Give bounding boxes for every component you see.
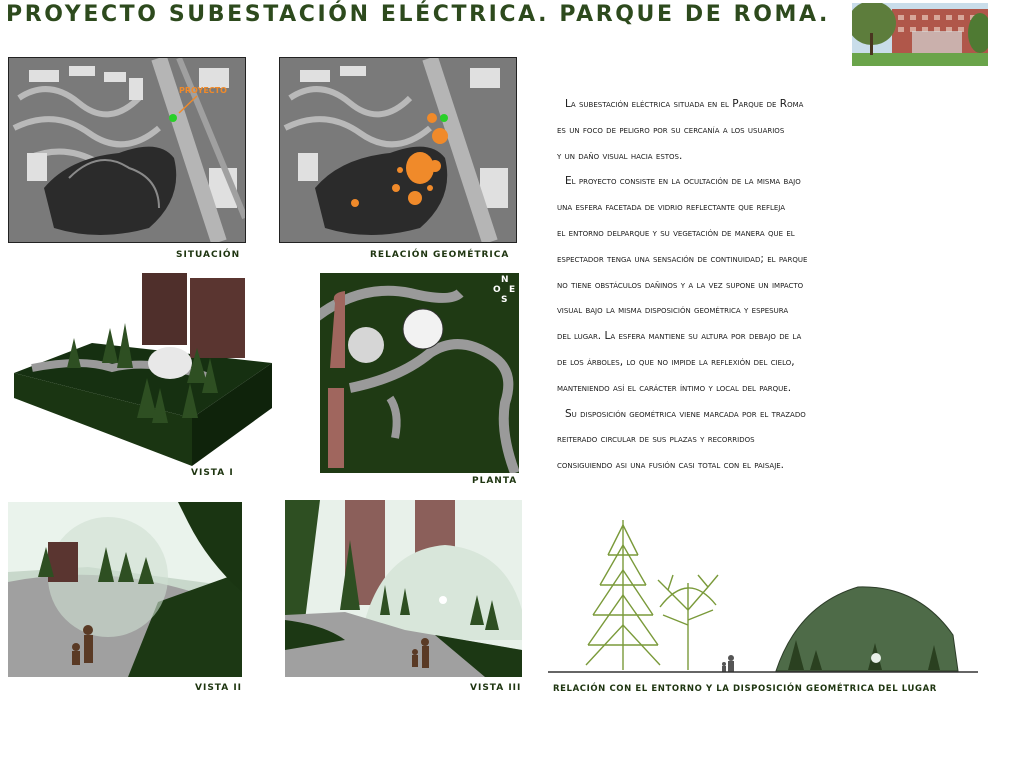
description-text — [557, 92, 997, 479]
planta-caption: PLANTA — [472, 476, 518, 486]
planta-plan — [320, 273, 519, 473]
description-line: reiterado circular de sus plazas y recorridos — [557, 433, 755, 446]
pine-tree-drawing — [586, 520, 660, 670]
vista-i-caption: VISTA I — [191, 468, 234, 478]
proyecto-marker-label: PROYECTO — [179, 86, 227, 95]
description-line: no tiene obstáculos dañinos y a la vez supone un impacto — [557, 278, 804, 291]
description-line: consiguiendo asi una fusión casi total con el paisaje. — [557, 459, 785, 472]
description-line: visual bajo la misma disposición geométrica y espesura — [557, 304, 789, 317]
compass-n: N — [501, 275, 509, 285]
entorno-caption: RELACIÓN CON EL ENTORNO Y LA DISPOSICIÓN GEOMÉTRICA DEL LUGAR — [553, 684, 937, 694]
description-line: de los árboles, lo que no impide la reflexión del cielo, — [557, 355, 795, 368]
vista-iii-render — [285, 500, 522, 677]
entorno-elevation — [548, 515, 978, 675]
page-title: PROYECTO SUBESTACIÓN ELÉCTRICA. PARQUE DE ROMA. — [6, 2, 830, 27]
deciduous-tree-drawing — [658, 575, 718, 670]
relacion-geometrica-caption: RELACIÓN GEOMÉTRICA — [370, 250, 510, 260]
description-line: una esfera facetada de vidrio reflectante que refleja — [557, 201, 786, 214]
description-line: del lugar. La esfera mantiene su altura por debajo de la — [557, 330, 802, 343]
description-line: manteniendo así el carácter íntimo y local del parque. — [557, 381, 792, 394]
compass-o: O — [493, 285, 501, 295]
description-line: es un foco de peligro por su cercanía a los usuarios — [557, 123, 785, 136]
compass-s: S — [501, 295, 508, 305]
vista-iii-caption: VISTA III — [470, 683, 522, 693]
description-line: La subestación eléctrica situada en el Parque de Roma — [565, 98, 804, 110]
relacion-geometrica-map — [279, 57, 517, 243]
person-figure — [722, 655, 734, 672]
situacion-aerial-map — [8, 57, 246, 243]
description-line: el entorno delparque y su vegetación de manera que el — [557, 226, 795, 239]
description-line: Su disposición geométrica viene marcada por el trazado — [565, 407, 806, 420]
compass-e: E — [509, 285, 516, 295]
vista-ii-caption: VISTA II — [195, 683, 243, 693]
vista-i-render — [12, 268, 272, 468]
header-photo — [852, 3, 988, 66]
situacion-caption: SITUACIÓN — [176, 250, 241, 260]
vista-ii-render — [8, 502, 242, 677]
description-line: El proyecto consiste en la ocultación de la misma bajo — [565, 175, 801, 188]
description-line: y un daño visual hacia estos. — [557, 149, 683, 162]
description-line: espectador tenga una sensación de continuidad; el parque — [557, 252, 808, 265]
